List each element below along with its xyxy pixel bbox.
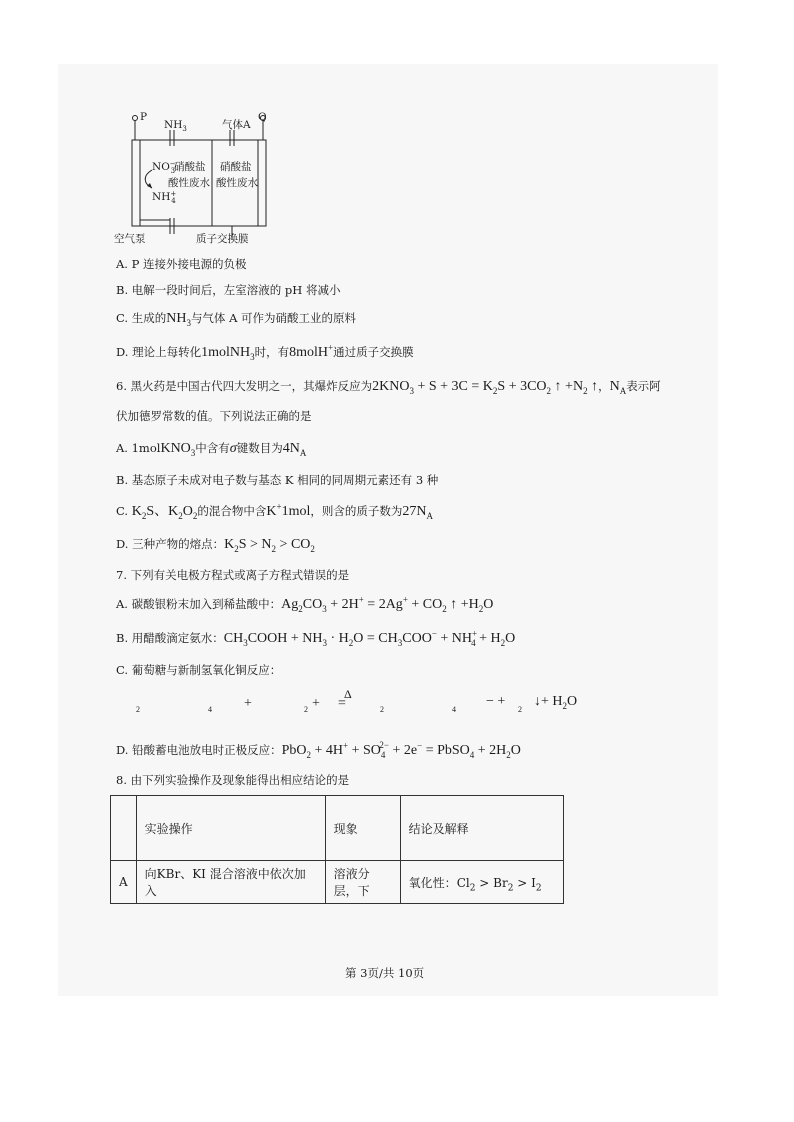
table-header-cell: 现象 bbox=[325, 796, 400, 861]
terminal-p-icon bbox=[133, 116, 138, 121]
label-no3: NO− 3 bbox=[152, 160, 176, 175]
label-air-pump: 空气泵 bbox=[114, 233, 146, 245]
table-header-cell: 结论及解释 bbox=[400, 796, 563, 861]
table-header-cell: 实验操作 bbox=[136, 796, 325, 861]
q5-option-c: C. 生成的$NH_3$与气体 A 可作为硝酸工业的原料 bbox=[116, 311, 357, 328]
label-q: Q bbox=[258, 111, 267, 123]
q7-option-d: D. 铅酸蓄电池放电时正极反应：$PbO_2 + 4H^+ + SO_4^{2-} + 2e^-$ = PbSO$_4$ + $2H_2O$ bbox=[116, 740, 521, 760]
q5-option-b: B. 电解一段时间后，左室溶液的 pH 将减小 bbox=[116, 283, 341, 297]
row-conclusion: 氧化性：$Cl_2 > Br_2 > I_2$ bbox=[400, 861, 563, 904]
q8-stem: 8. 由下列实验操作及现象能得出相应结论的是 bbox=[116, 773, 350, 787]
q7-option-b: B. 用醋酸滴定氨水：$CH_3COOH + NH_3 \cdot H_2O = CH_3COO^- + NH^+_4 + H_2O$ bbox=[116, 628, 516, 648]
q7-stem: 7. 下列有关电极方程式或离子方程式错误的是 bbox=[116, 568, 350, 582]
table-header-row bbox=[111, 796, 564, 861]
row-phenomenon: 溶液分层，下 bbox=[325, 861, 400, 904]
left-solution-line1: 硝酸盐 bbox=[174, 161, 206, 173]
label-p: P bbox=[140, 111, 148, 123]
row-label: A bbox=[111, 861, 137, 904]
label-nh4: NH+ 4 bbox=[152, 190, 177, 205]
q6-option-c: C. $K_2S$、$K_2O_2$的混合物中含K+1mol，则含的质子数为$27N_A$ bbox=[116, 501, 433, 521]
row-operation: 向KBr、KI 混合溶液中依次加入 bbox=[136, 861, 325, 904]
q7-option-c: C. 葡萄糖与新制氢氧化铜反应： bbox=[116, 663, 282, 677]
left-electrode bbox=[132, 140, 140, 226]
right-solution-line1: 硝酸盐 bbox=[220, 161, 252, 173]
left-solution-line2: 酸性废水 bbox=[168, 177, 210, 189]
q7-option-c-equation: 2 4 + 2 + Δ = 2 4 − + 2 ↓+ $H_2O$ bbox=[136, 687, 578, 714]
label-nh3: $NH_3$ bbox=[164, 119, 187, 133]
q5-option-d: D. 理论上每转化1molNH$_3$时，有8molH+通过质子交换膜 bbox=[116, 342, 414, 362]
table-header-cell bbox=[111, 796, 137, 861]
label-gas-a: 气体A bbox=[222, 119, 251, 131]
table-row bbox=[111, 861, 564, 904]
q6-option-a: A. 1molKNO$_3$中含有σ键数目为$4N_A$ bbox=[116, 441, 307, 458]
q8-table bbox=[110, 795, 564, 904]
q5-option-a: A. P 连接外接电源的负极 bbox=[116, 257, 247, 271]
label-membrane: 质子交换膜 bbox=[196, 233, 249, 245]
q6-option-d: D. 三种产物的熔点：$K_2S > N_2 > CO_2$ bbox=[116, 537, 315, 554]
right-electrode bbox=[258, 140, 266, 226]
q7-option-a: A. 碳酸银粉末加入到稀盐酸中：$Ag_2CO_3 + 2H^+ = 2Ag^+ + CO_2$ ↑ $+H_2O$ bbox=[116, 594, 494, 614]
page-footer: 第 3页/共 10页 bbox=[345, 966, 425, 980]
q6-stem-line2: 伏加德罗常数的值。下列说法正确的是 bbox=[116, 409, 312, 423]
q6-stem: 6. 黑火药是中国古代四大发明之一，其爆炸反应为$2KNO_3 + S + 3C = K_2S + 3CO_2$ ↑ $+N_2$ ↑，$N_A$表示阿 bbox=[116, 379, 661, 396]
right-solution-line2: 酸性废水 bbox=[216, 177, 258, 189]
electrolysis-cell-diagram bbox=[112, 110, 292, 245]
q6-option-b: B. 基态原子未成对电子数与基态 K 相同的同周期元素还有 3 种 bbox=[116, 473, 439, 487]
